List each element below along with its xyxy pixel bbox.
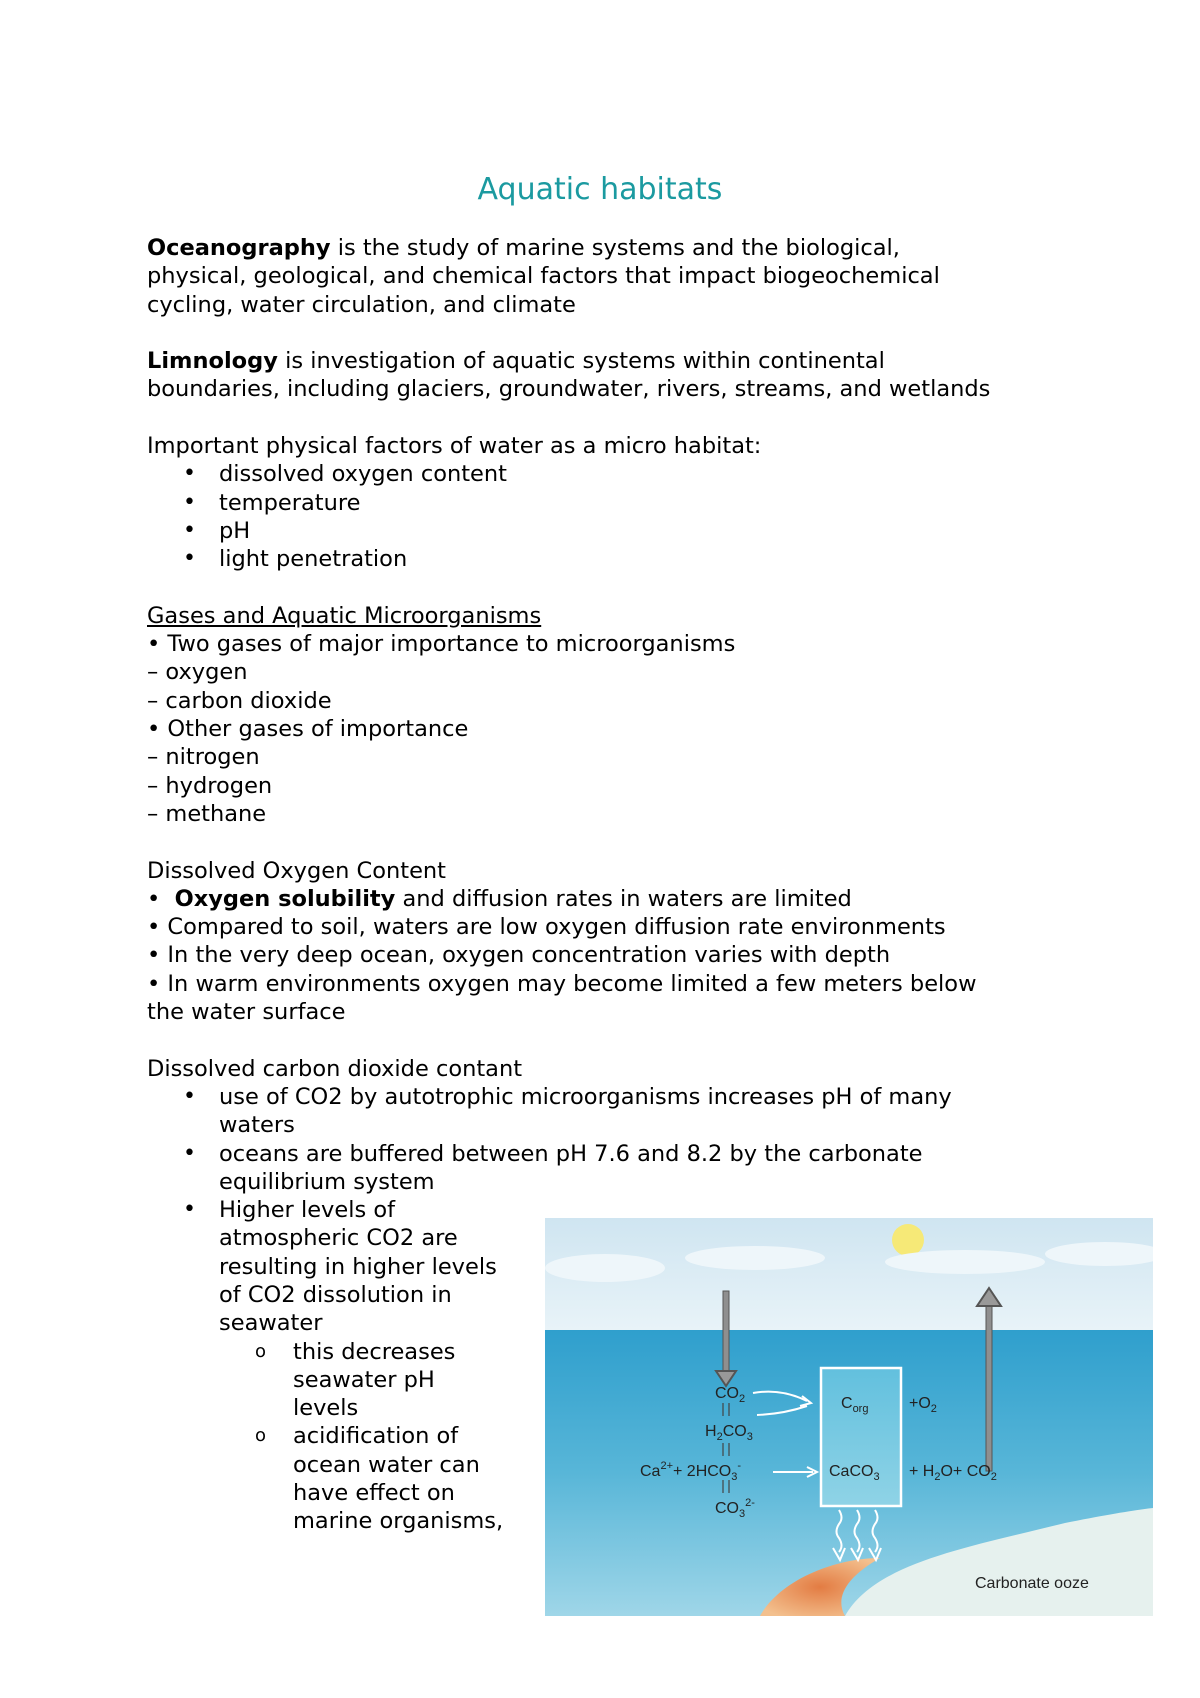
- calcium-carbonate-label: CaCO$_3$: [829, 1463, 880, 1483]
- physical-factors-list: [147, 460, 1087, 573]
- oxygen-heading: Dissolved Oxygen Content: [147, 857, 446, 884]
- organic-carbon-label: $C_{org}$: [841, 1395, 869, 1415]
- biomass-box: [821, 1368, 901, 1506]
- co2-sublist: [219, 1338, 539, 1536]
- h2co3-label: $H_2CO_3$: [705, 1423, 753, 1443]
- limnology-term: Limnology: [147, 348, 278, 375]
- limnology-paragraph: [147, 347, 1087, 404]
- oxygen-line-1: • Oxygen solubility and diffusion rates in waters are limited: [147, 885, 852, 912]
- list-item: o this decreases seawater pH levels: [293, 1338, 539, 1423]
- co2-heading: Dissolved carbon dioxide contant: [147, 1055, 523, 1082]
- gases-line: – carbon dioxide: [147, 687, 332, 714]
- physical-factors-heading: Important physical factors of water as a micro habitat:: [147, 433, 762, 460]
- oceanography-line-3: cycling, water circulation, and climate: [147, 291, 576, 318]
- list-item: • pH: [219, 517, 1087, 545]
- sun: [892, 1224, 924, 1256]
- co2-label: $CO_2$: [715, 1385, 746, 1405]
- gases-line: – methane: [147, 800, 267, 827]
- page-title: Aquatic habitats: [477, 172, 723, 207]
- oceanography-term: Oceanography: [147, 235, 331, 261]
- carbonate-ooze-label: Carbonate ooze: [975, 1575, 1089, 1592]
- gases-line: • Two gases of major importance to microorganisms: [147, 631, 736, 658]
- oxygen-solubility-term: Oxygen solubility: [174, 885, 396, 912]
- oceanography-paragraph: [147, 234, 1087, 319]
- list-item: • dissolved oxygen content: [219, 460, 1087, 488]
- oxygen-line: the water surface: [147, 999, 346, 1026]
- oxygen-line: • In warm environments oxygen may become limited a few meters below: [147, 970, 977, 997]
- oxygen-line: • In the very deep ocean, oxygen concentration varies with depth: [147, 942, 891, 969]
- oceanography-line-2: physical, geological, and chemical factors that impact biogeochemical: [147, 263, 940, 290]
- gases-line: • Other gases of importance: [147, 716, 469, 743]
- oceanography-line-1: is the study of marine systems and the biological,: [330, 235, 900, 261]
- list-item: • light penetration: [219, 545, 1087, 573]
- gases-line: – nitrogen: [147, 744, 260, 771]
- oxygen-product-label: $+O_2$: [909, 1395, 937, 1415]
- carbonate-label: $CO_3^{2-}$: [715, 1497, 755, 1520]
- list-item: • temperature: [219, 489, 1087, 517]
- oxygen-line: • Compared to soil, waters are low oxygen diffusion rate environments: [147, 914, 946, 941]
- list-item: o acidification of ocean water can have effect on marine organisms,: [293, 1422, 539, 1535]
- list-item: • Higher levels of atmospheric CO2 are resulting in higher levels of CO2 dissolution in seawater o this decreases seawater pH levels o acidification of ocean water can have effect on marine organisms,: [219, 1196, 539, 1536]
- limnology-line-1: is investigation of aquatic systems within continental: [277, 348, 885, 375]
- gases-line: – hydrogen: [147, 772, 273, 799]
- limnology-line-2: boundaries, including glaciers, groundwater, rivers, streams, and wetlands: [147, 376, 991, 403]
- oxygen-line-1-rest: and diffusion rates in waters are limited: [395, 885, 852, 912]
- list-item: • oceans are buffered between pH 7.6 and 8.2 by the carbonate equilibrium system: [219, 1140, 1087, 1197]
- list-item: • use of CO2 by autotrophic microorganisms increases pH of many waters: [219, 1083, 1087, 1140]
- bicarbonate-label: $Ca^{2+}+ 2HCO_3^-$: [640, 1460, 742, 1483]
- water-co2-product-label: + $H_2O+ CO_2$: [909, 1463, 997, 1483]
- gases-heading: Gases and Aquatic Microorganisms: [147, 602, 542, 629]
- gases-line: – oxygen: [147, 659, 248, 686]
- carbonate-system-figure: [545, 1218, 1153, 1616]
